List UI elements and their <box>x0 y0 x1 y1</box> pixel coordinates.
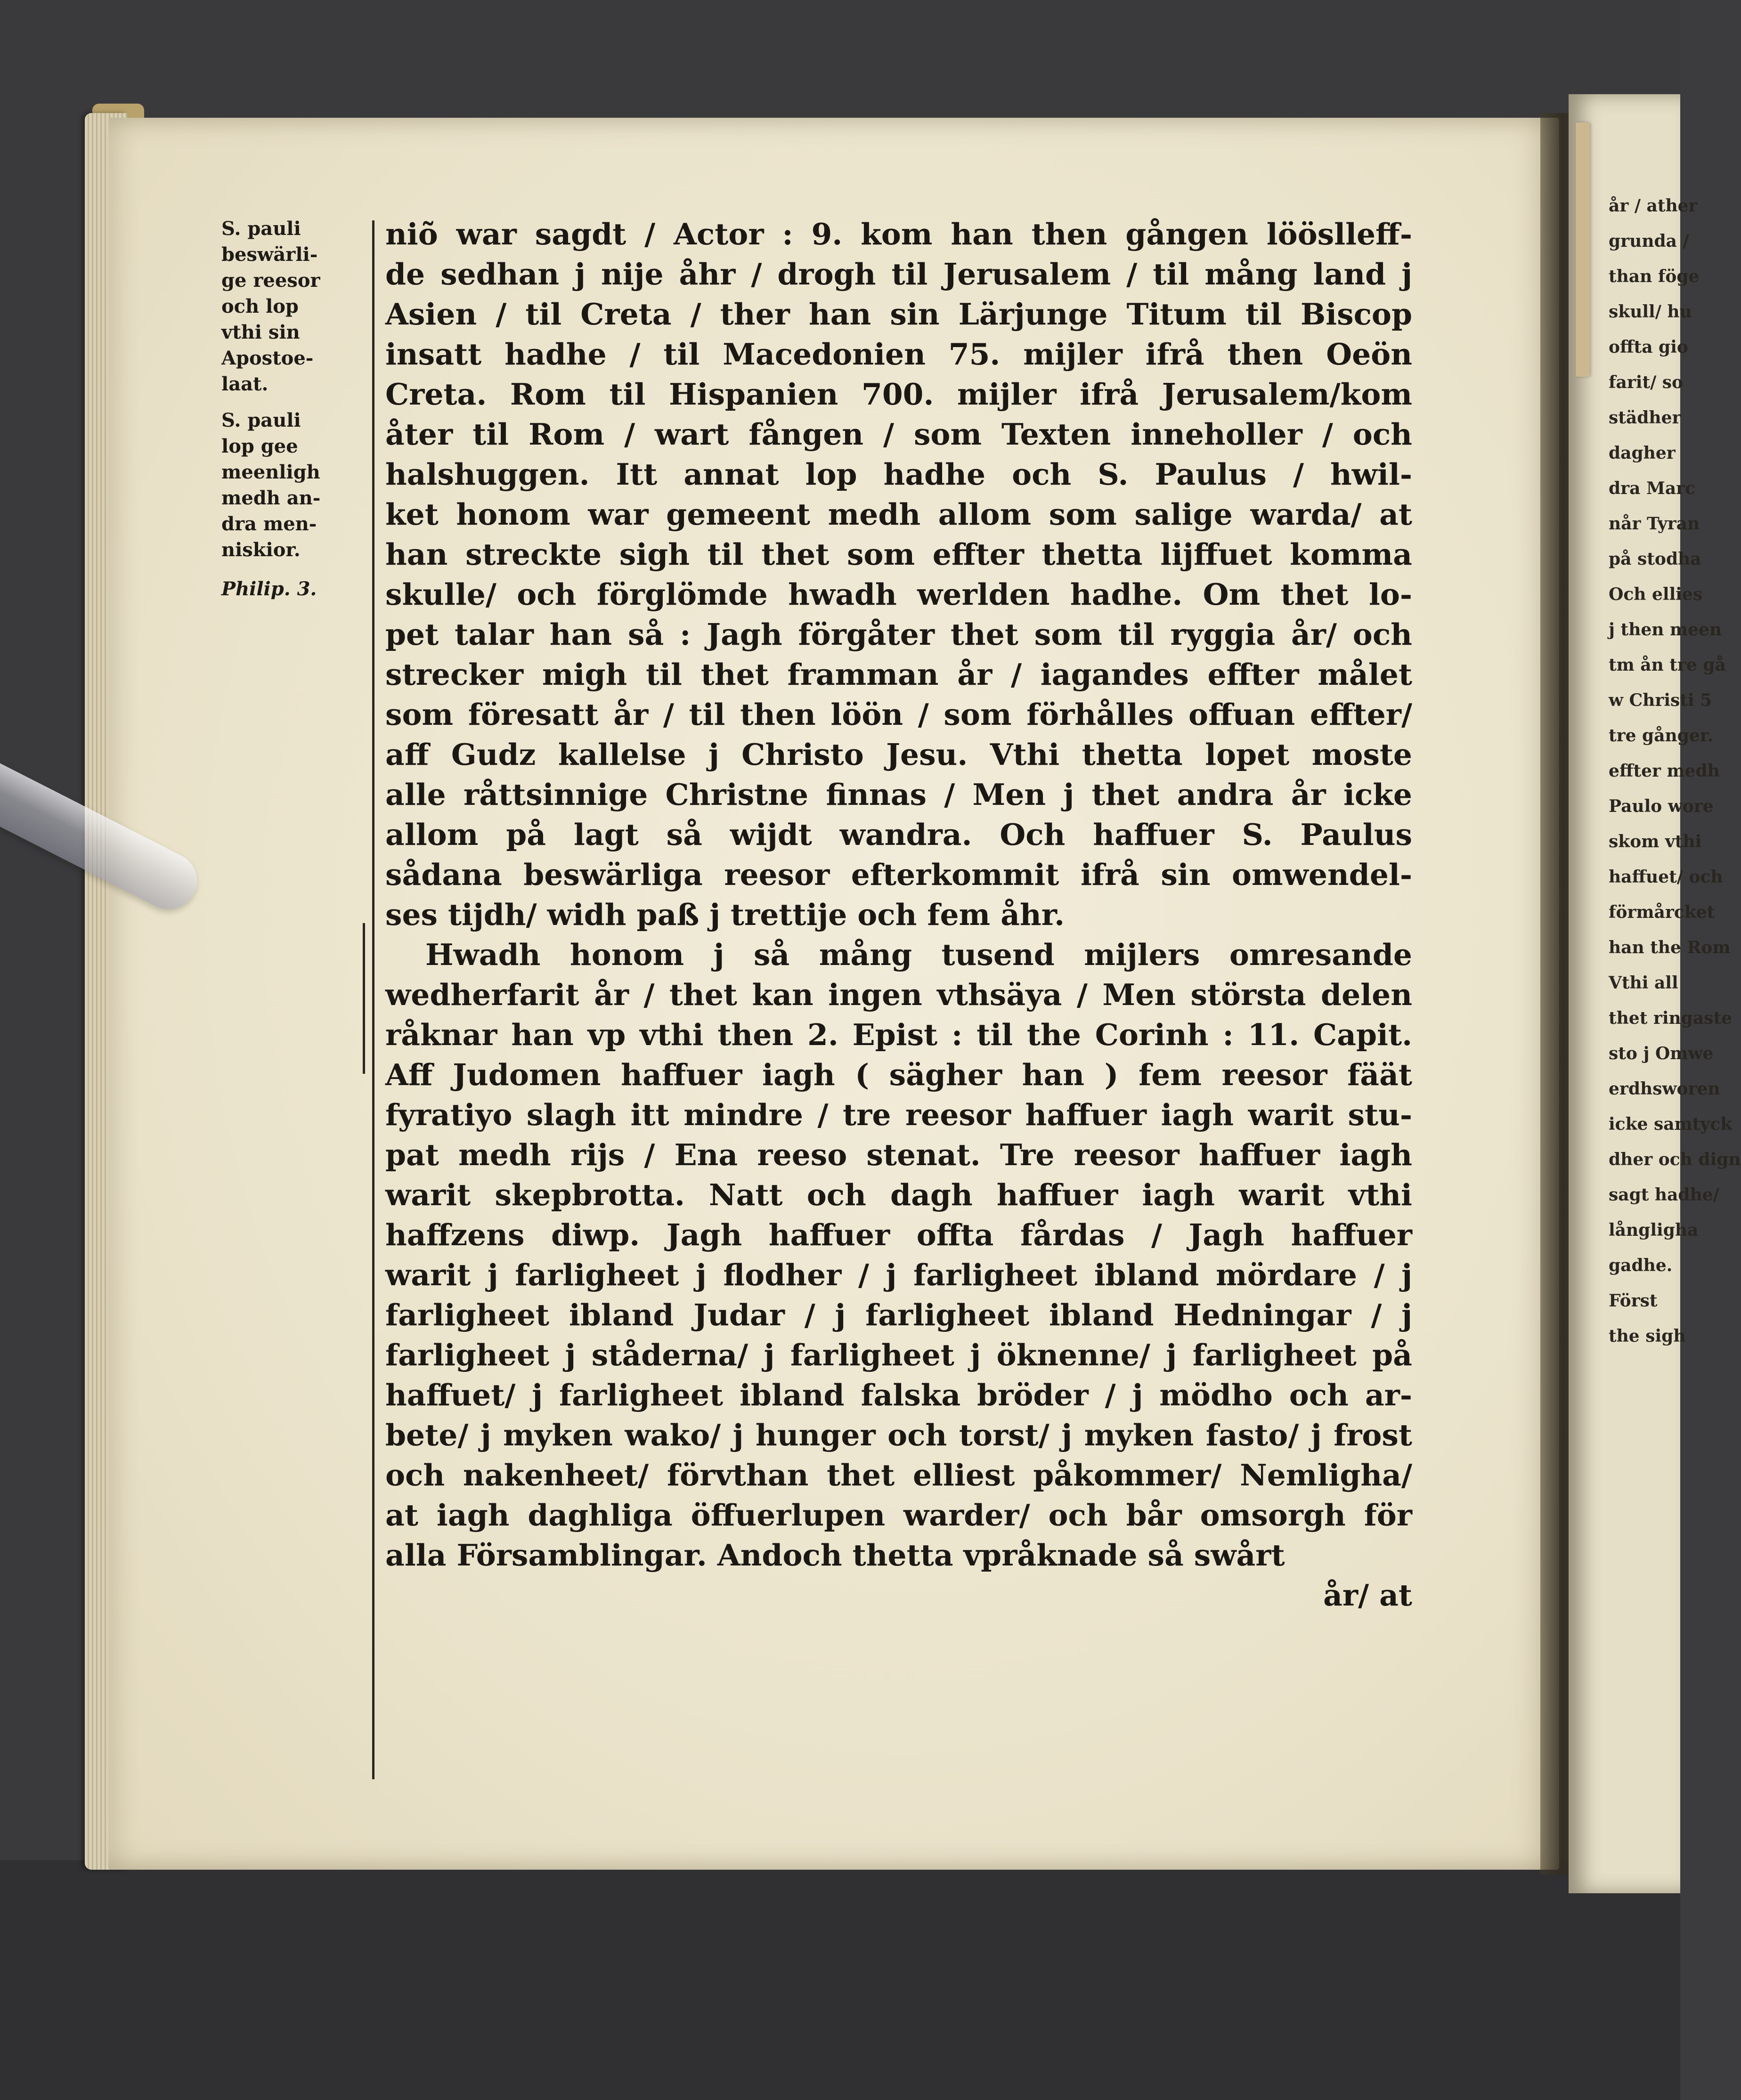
text-line: pet talar han så : Jagh förgåter thet som til ryggia år/ och <box>385 617 1412 652</box>
margin-rule <box>372 220 374 1779</box>
text-line: bete/ j myken wako/ j hunger och torst/ j myken fasto/ j frost <box>385 1418 1412 1452</box>
text-line: han streckte sigh til thet som effter thetta lijffuet komma <box>385 537 1412 572</box>
text-line: allom på lagt så wijdt wandra. Och haffuer S. Paulus <box>385 817 1412 852</box>
right-page-line: Först <box>1609 1291 1658 1311</box>
text-line: och nakenheet/ förvthan thet elliest påkommer/ Nemligha/ <box>385 1458 1412 1492</box>
right-page-line: på stodha <box>1609 549 1701 569</box>
text-line: halshuggen. Itt annat lop hadhe och S. Paulus / hwil- <box>385 457 1412 492</box>
right-page-line: dher och dign <box>1609 1150 1741 1169</box>
right-page-line: the sigh <box>1609 1326 1686 1346</box>
text-line: ket honom war gemeent medh allom som salige warda/ at <box>385 497 1412 532</box>
right-page-line: icke samtyck <box>1609 1114 1733 1134</box>
right-page-line: thet ringaste <box>1609 1008 1732 1028</box>
right-page-line: når Tyran <box>1609 514 1700 534</box>
right-page-line: erdhsworen <box>1609 1079 1720 1099</box>
right-page-line: Vthi all <box>1609 973 1678 993</box>
margin-rule-short <box>363 923 365 1074</box>
text-line: insatt hadhe / til Macedonien 75. mijler ifrå then Oeön <box>385 337 1412 372</box>
text-line: de sedhan j nije åhr / drogh til Jerusalem / til mång land j <box>385 257 1412 292</box>
text-line: farligheet ibland Judar / j farligheet ibland Hedningar / j <box>385 1297 1412 1332</box>
right-page-line: sto j Omwe <box>1609 1044 1714 1063</box>
text-line: Asien / til Creta / ther han sin Lärjunge Titum til Biscop <box>385 297 1412 332</box>
text-line: farligheet j ståderna/ j farligheet j öknenne/ j farligheet på <box>385 1338 1412 1372</box>
text-line: som föresatt år / til then löön / som förhålles offuan effter/ <box>385 697 1412 732</box>
text-line: år/ at <box>1323 1578 1412 1613</box>
right-page-line: år / ather <box>1609 196 1698 216</box>
right-page-line: skull/ hu <box>1609 302 1692 322</box>
right-page-line: haffuet/ och <box>1609 867 1723 887</box>
margin-note: S. pauli beswärli- ge reesor och lop vthi sin Apostoe- laat. <box>221 218 320 395</box>
margin-note: S. pauli lop gee meenligh medh an- dra men- niskior. <box>221 409 321 561</box>
right-page-line: grunda / <box>1609 231 1689 251</box>
margin-notes <box>221 216 363 612</box>
text-line: strecker migh til thet framman år / iagandes effter målet <box>385 657 1412 692</box>
right-page-line: sagt hadhe/ <box>1609 1185 1719 1205</box>
text-line: niõ war sagdt / Actor : 9. kom han then gången lööslleff- <box>385 217 1412 251</box>
table-surface <box>0 1860 1680 2100</box>
right-page-line: han the Rom <box>1609 938 1731 957</box>
text-line: Creta. Rom til Hispanien 700. mijler ifrå Jerusalem/kom <box>385 377 1412 412</box>
text-line: råknar han vp vthi then 2. Epist : til the Corinh : 11. Capit. <box>385 1017 1412 1052</box>
right-page-line: dra Marc <box>1609 478 1696 498</box>
right-page-text <box>1609 188 1741 1354</box>
right-page-line: förmårcket <box>1609 902 1715 922</box>
margin-reference: Philip. 3. <box>221 578 317 600</box>
right-page-line: tre gånger. <box>1609 726 1713 746</box>
text-line: aff Gudz kallelse j Christo Jesu. Vthi thetta lopet moste <box>385 737 1412 772</box>
text-line: sådana beswärliga reesor efterkommit ifrå sin omwendel- <box>385 857 1412 892</box>
text-line: haffzens diwp. Jagh haffuer offta fårdas / Jagh haffuer <box>385 1217 1412 1252</box>
right-page-line: effter medh <box>1609 761 1720 781</box>
right-page-line: j then meen <box>1609 620 1722 640</box>
text-line: alle råttsinnige Christne finnas / Men j thet andra år icke <box>385 777 1412 812</box>
right-page-line: städher <box>1609 408 1681 428</box>
text-line: skulle/ och förglömde hwadh werlden hadhe. Om thet lo- <box>385 577 1412 612</box>
text-line: åter til Rom / wart fången / som Texten inneholler / och <box>385 417 1412 452</box>
text-line: alla Församblingar. Andoch thetta vpråknade så swårt <box>385 1538 1285 1573</box>
text-line: warit skepbrotta. Natt och dagh haffuer iagh warit vthi <box>385 1177 1412 1212</box>
right-page-line: långligha <box>1609 1220 1699 1240</box>
text-line: haffuet/ j farligheet ibland falska bröder / j mödho och ar- <box>385 1378 1412 1412</box>
text-line: pat medh rijs / Ena reeso stenat. Tre reesor haffuer iagh <box>385 1137 1412 1172</box>
text-line: wedherfarit år / thet kan ingen vthsäya / Men största delen <box>385 977 1412 1012</box>
right-page-line: offta gio <box>1609 337 1688 357</box>
right-page-line: gadhe. <box>1609 1256 1673 1275</box>
right-page-line: w Christi 5 <box>1609 690 1712 710</box>
main-text-block <box>385 214 1412 1615</box>
text-line: fyratiyo slagh itt mindre / tre reesor haffuer iagh warit stu- <box>385 1097 1412 1132</box>
right-page-line: farit/ so <box>1609 373 1684 392</box>
right-page-line: dagher <box>1609 443 1676 463</box>
bookmark-strip <box>1576 122 1590 377</box>
right-page-line: tm ån tre gå <box>1609 655 1726 675</box>
text-line: warit j farligheet j flodher / j farligheet ibland mördare / j <box>385 1257 1412 1292</box>
right-page-line: Paulo wore <box>1609 796 1714 816</box>
text-line: Hwadh honom j så mång tusend mijlers omresande <box>425 937 1412 972</box>
text-line: at iagh daghliga öffuerlupen warder/ och bår omsorgh för <box>385 1498 1412 1532</box>
right-page-line: than föge <box>1609 267 1700 286</box>
right-page-line: skom vthi <box>1609 832 1702 851</box>
text-line: ses tijdh/ widh paß j trettije och fem åhr. <box>385 897 1065 932</box>
right-page-line: Och ellies <box>1609 584 1703 604</box>
text-line: Aff Judomen haffuer iagh ( sägher han ) fem reesor fäät <box>385 1057 1412 1092</box>
